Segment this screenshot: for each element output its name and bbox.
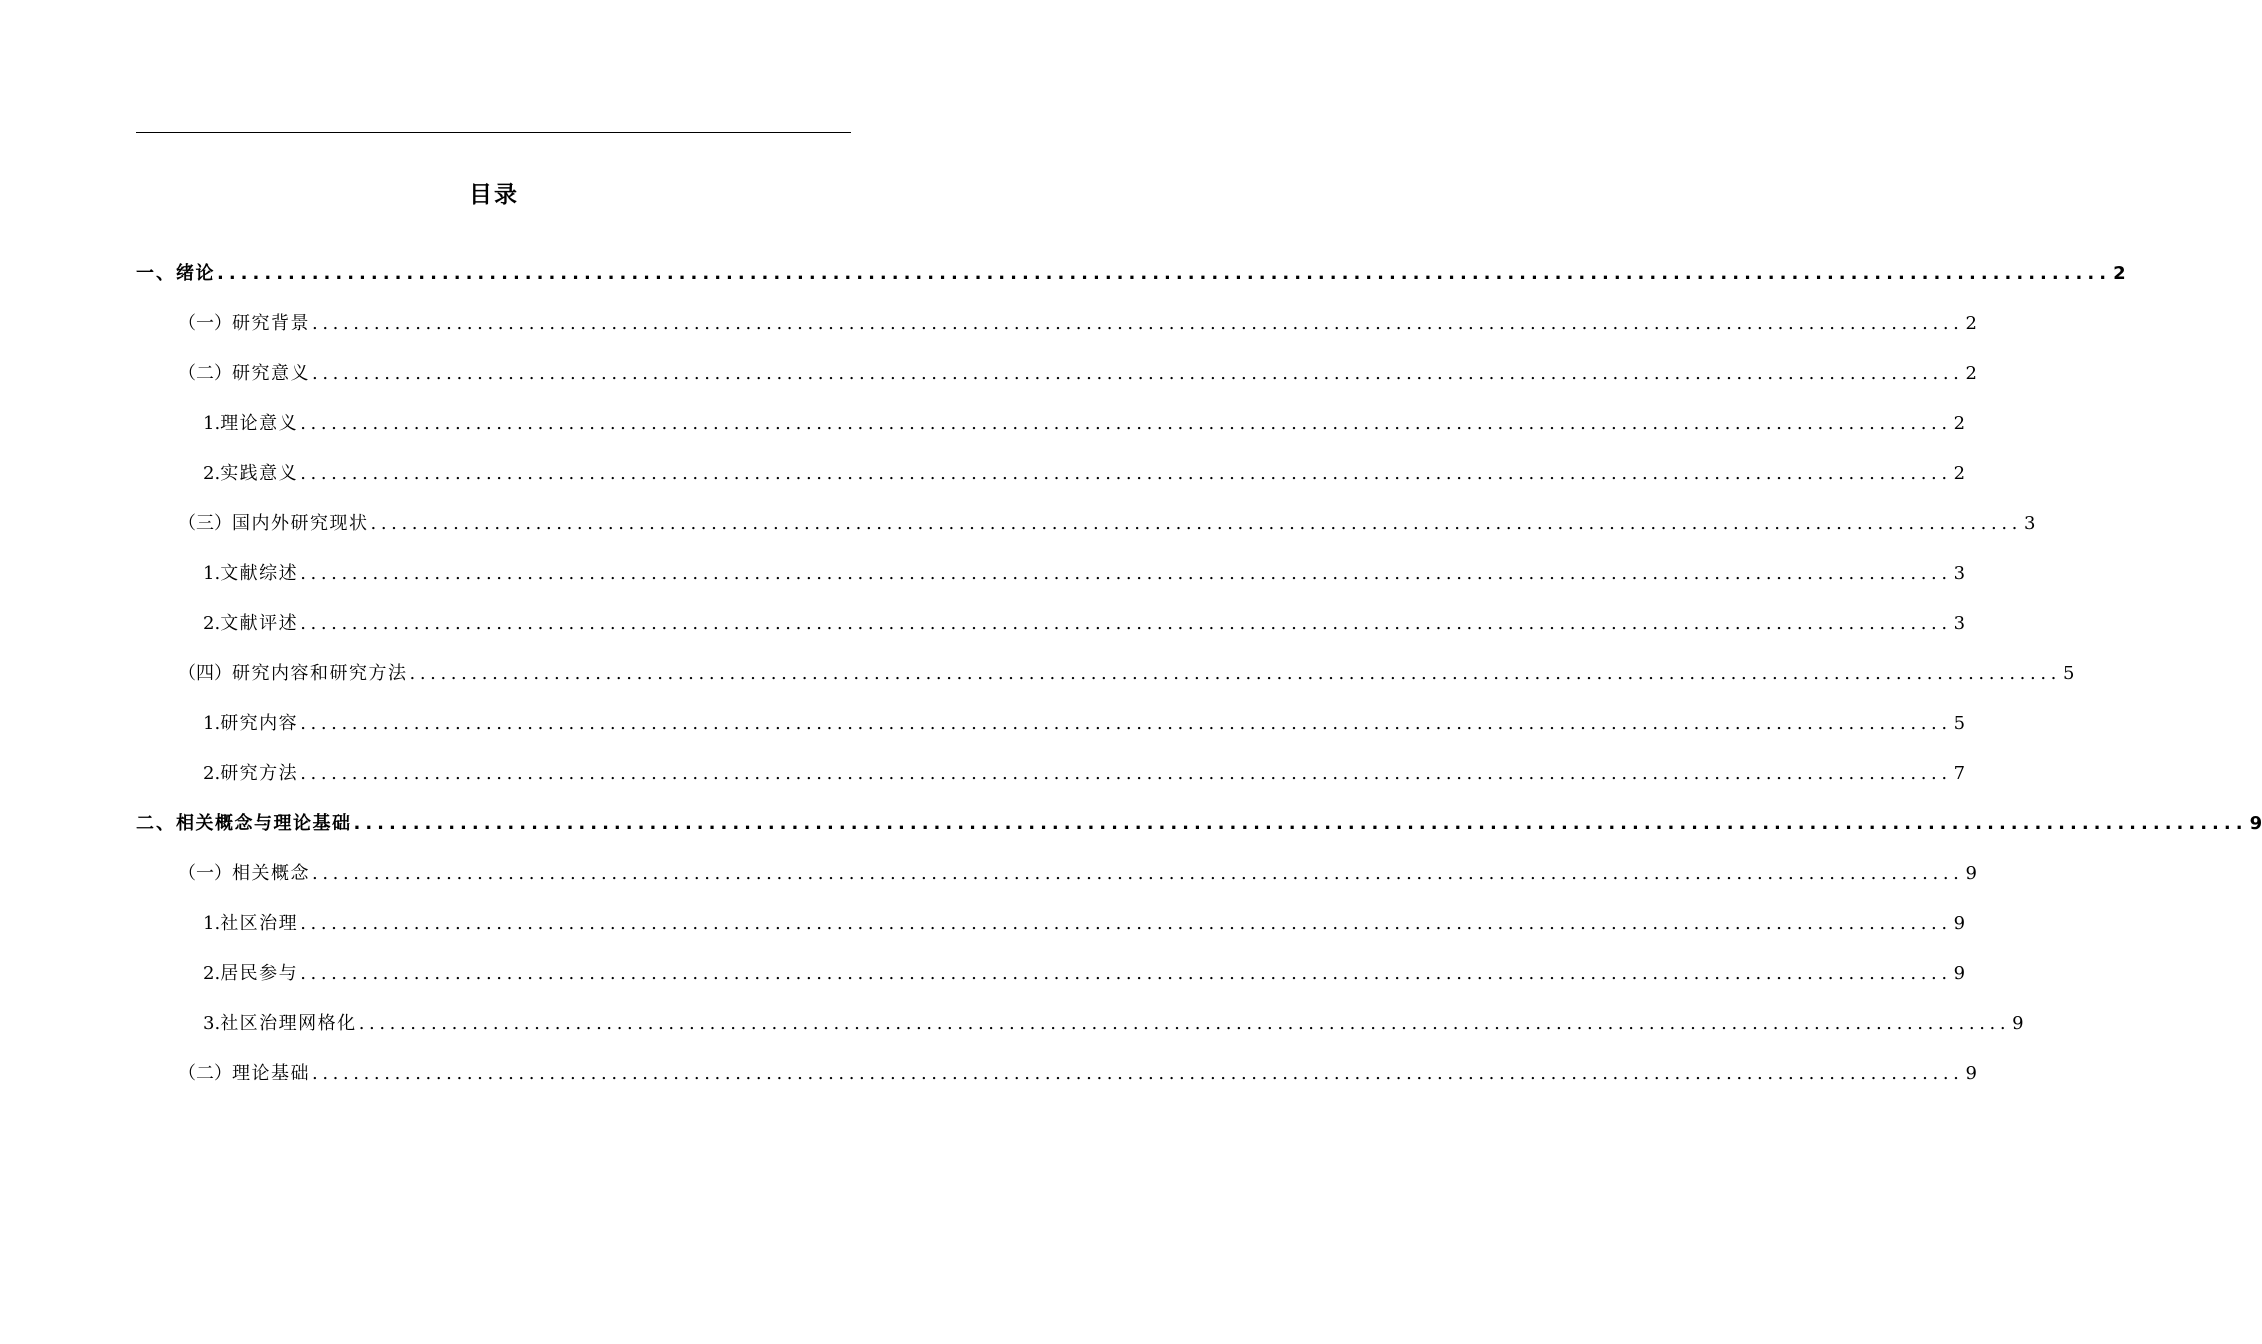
dot-leader: ................................................................................................................................................................	[409, 663, 2061, 684]
toc-entry-number: 2.	[203, 463, 221, 484]
toc-entry-number: （二）	[178, 1063, 232, 1084]
header-rule	[136, 132, 851, 133]
toc-entry-page-number: 5	[2062, 663, 2075, 684]
toc-entry-page-number: 2	[1965, 313, 1977, 334]
toc-entry-title: 研究方法	[220, 763, 299, 784]
toc-entry[interactable]	[203, 761, 1966, 787]
toc-entry[interactable]	[178, 861, 1977, 887]
toc-entry[interactable]	[178, 511, 2036, 537]
toc-entry-number: （一）	[178, 313, 232, 334]
toc-entry-number: 1.	[203, 563, 221, 584]
toc-entry[interactable]	[178, 1061, 1977, 1087]
dot-leader: ................................................................................................................................................................	[312, 363, 1964, 384]
toc-entry[interactable]	[203, 1011, 2024, 1037]
toc-entry-page-number: 9	[2012, 1013, 2024, 1034]
dot-leader: ................................................................................................................................................................	[353, 813, 2248, 834]
dot-leader: ................................................................................................................................................................	[312, 313, 1964, 334]
toc-entry-title: 实践意义	[220, 463, 299, 484]
toc-entry[interactable]	[203, 461, 1966, 487]
toc-entry[interactable]	[136, 261, 2126, 287]
toc-entry[interactable]	[178, 361, 1977, 387]
toc-entry[interactable]	[203, 911, 1966, 937]
toc-entry-title: 理论基础	[232, 1063, 310, 1084]
toc-entry-title: 研究背景	[232, 313, 310, 334]
dot-leader: ................................................................................................................................................................	[300, 413, 1952, 434]
dot-leader: ................................................................................................................................................................	[300, 763, 1952, 784]
toc-entry-page-number: 3	[2023, 513, 2036, 534]
toc-entry-title: 研究内容和研究方法	[232, 663, 408, 684]
toc-entry-title: 社区治理网格化	[220, 1013, 357, 1034]
toc-entry-title: 相关概念与理论基础	[176, 813, 352, 834]
dot-leader: ................................................................................................................................................................	[300, 713, 1952, 734]
toc-entry[interactable]	[203, 411, 1966, 437]
toc-entry-title: 研究意义	[232, 363, 310, 384]
toc-entry-title: 文献评述	[220, 613, 299, 634]
toc-entry-title: 国内外研究现状	[232, 513, 369, 534]
toc-entry-number: 3.	[203, 1013, 221, 1034]
dot-leader: ................................................................................................................................................................	[300, 563, 1952, 584]
toc-entry-number: 2.	[203, 763, 221, 784]
toc-entry-title: 居民参与	[220, 963, 299, 984]
toc-entry[interactable]	[203, 961, 1966, 987]
toc-entry-number: 二、	[136, 813, 176, 834]
toc-entry-number: 2.	[203, 613, 221, 634]
toc-entry[interactable]	[203, 561, 1966, 587]
toc-entry-page-number: 2	[1953, 413, 1966, 434]
toc-entry[interactable]	[136, 811, 2262, 837]
toc-entry-number: 1.	[203, 913, 221, 934]
toc-entry-number: （四）	[178, 663, 232, 684]
toc-entry[interactable]	[203, 611, 1966, 637]
toc-entry-page-number: 2	[2113, 263, 2126, 284]
toc-entry-page-number: 2	[1953, 463, 1966, 484]
toc-entry-number: 1.	[203, 413, 221, 434]
toc-entry-title: 绪论	[176, 263, 215, 284]
toc-entry-number: 一、	[136, 263, 176, 284]
toc-entry-title: 研究内容	[220, 713, 299, 734]
toc-entry-page-number: 9	[1953, 913, 1966, 934]
toc-entry-number: 1.	[203, 713, 221, 734]
toc-entry-page-number: 7	[1953, 763, 1966, 784]
toc-entry-number: （二）	[178, 363, 232, 384]
toc-entry-page-number: 2	[1965, 363, 1977, 384]
toc-entry-page-number: 9	[1965, 1063, 1977, 1084]
toc-entry-page-number: 3	[1953, 613, 1966, 634]
toc-entry-page-number: 9	[1953, 963, 1966, 984]
toc-entry-title: 社区治理	[220, 913, 299, 934]
toc-entry-page-number: 3	[1953, 563, 1966, 584]
toc-entry-page-number: 9	[2249, 813, 2262, 834]
toc-entry-title: 理论意义	[220, 413, 299, 434]
dot-leader: ................................................................................................................................................................	[358, 1013, 2011, 1034]
dot-leader: ................................................................................................................................................................	[312, 1063, 1964, 1084]
toc-entry[interactable]	[178, 311, 1977, 337]
toc-entry-number: （三）	[178, 513, 232, 534]
dot-leader: ................................................................................................................................................................	[300, 463, 1952, 484]
dot-leader: ................................................................................................................................................................	[300, 613, 1952, 634]
toc-entry-page-number: 9	[1965, 863, 1977, 884]
dot-leader: ................................................................................................................................................................	[300, 913, 1952, 934]
toc-entry[interactable]	[178, 661, 2075, 687]
toc-entry-number: （一）	[178, 863, 232, 884]
page-title: 目录	[469, 182, 519, 208]
dot-leader: ................................................................................................................................................................	[312, 863, 1964, 884]
dot-leader: ................................................................................................................................................................	[217, 263, 2112, 284]
toc-entry[interactable]	[203, 711, 1966, 737]
toc-entry-number: 2.	[203, 963, 221, 984]
toc-entry-title: 相关概念	[232, 863, 310, 884]
toc-entry-title: 文献综述	[220, 563, 299, 584]
dot-leader: ................................................................................................................................................................	[300, 963, 1952, 984]
toc-entry-page-number: 5	[1953, 713, 1966, 734]
dot-leader: ................................................................................................................................................................	[370, 513, 2022, 534]
